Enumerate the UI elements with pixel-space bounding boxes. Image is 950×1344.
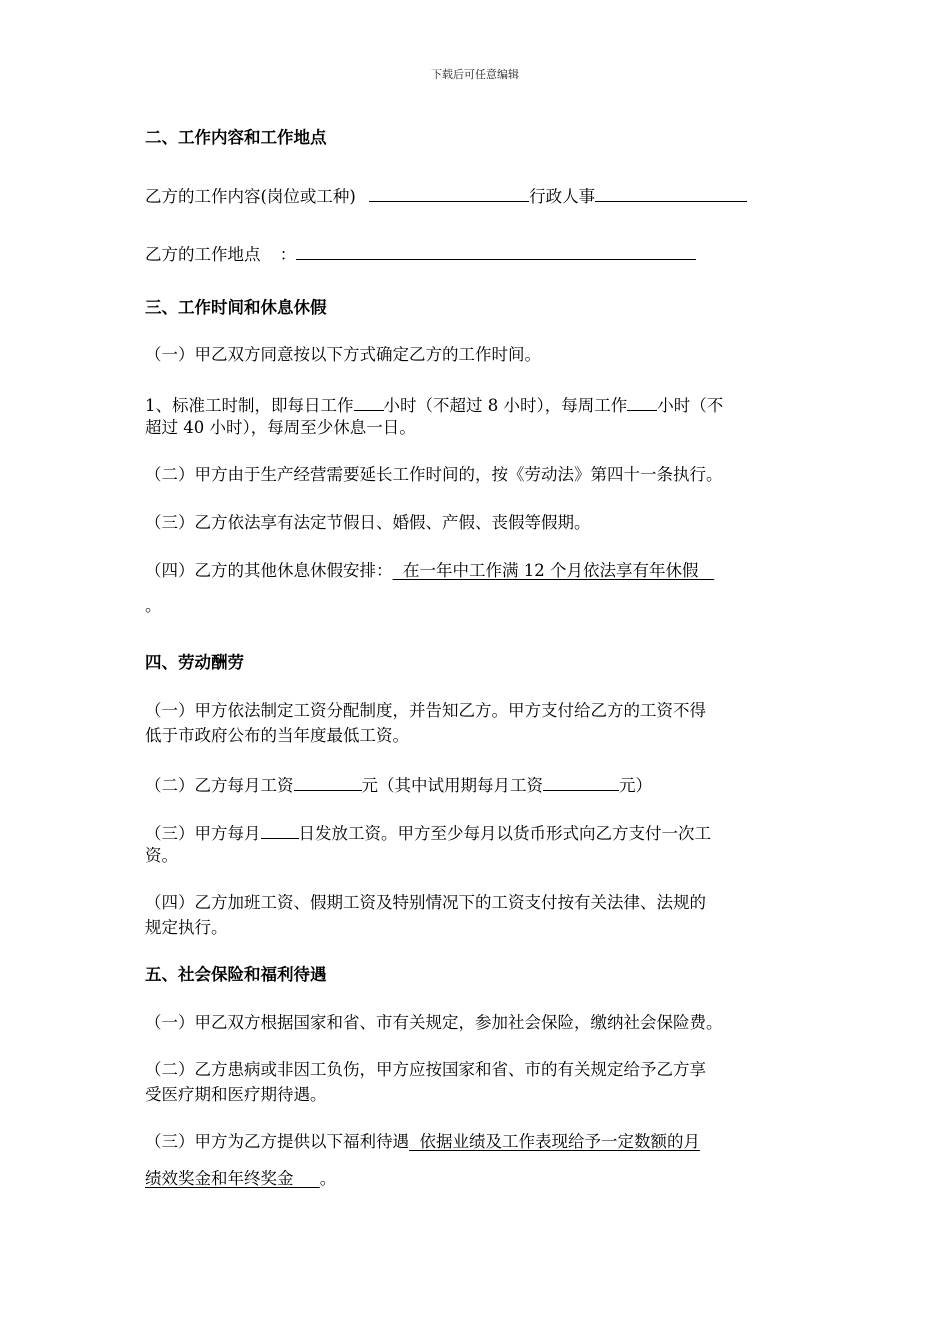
other-leave-label: （四）乙方的其他休息休假安排： <box>145 561 393 580</box>
sec3-para-4: （三）乙方依法享有法定节假日、婚假、产假、丧假等假期。 <box>145 513 591 532</box>
welfare-end: 。 <box>319 1169 337 1188</box>
sec4-para-3-line2: 资。 <box>145 846 178 865</box>
sec5-para-3 <box>145 1129 700 1154</box>
sec3-para-3: （二）甲方由于生产经营需要延长工作时间的，按《劳动法》第四十一条执行。 <box>145 465 723 484</box>
probation-salary-blank[interactable] <box>543 770 619 791</box>
monthly-salary-blank[interactable] <box>294 770 362 791</box>
section-4-title: 四、劳动酬劳 <box>145 653 244 672</box>
sec3-para-2-a: 1、标准工时制，即每日工作 <box>145 396 354 415</box>
sec4-para-2-a: （二）乙方每月工资 <box>145 776 294 795</box>
sec4-para-2-c: 元） <box>619 776 652 795</box>
work-location-colon: ： <box>279 245 297 264</box>
welfare-value-line1: 依据业绩及工作表现给予一定数额的月 <box>409 1132 700 1151</box>
sec5-para-3-line2 <box>145 1166 336 1191</box>
work-location-label: 乙方的工作地点 <box>145 245 261 264</box>
sec4-para-4-line1: （四）乙方加班工资、假期工资及特别情况下的工资支付按有关法律、法规的 <box>145 893 706 912</box>
sec4-para-3-b: 日发放工资。甲方至少每月以货币形式向乙方支付一次工 <box>298 824 711 843</box>
daily-hours-blank[interactable] <box>354 390 384 411</box>
work-content-line <box>145 181 747 209</box>
sec4-para-3-a: （三）甲方每月 <box>145 824 261 843</box>
sec4-para-4-line2: 规定执行。 <box>145 918 228 937</box>
other-leave-value: 在一年中工作满 12 个月依法享有年休假 <box>392 561 715 580</box>
pay-day-blank[interactable] <box>261 818 299 839</box>
sec4-para-1-line2: 低于市政府公布的当年度最低工资。 <box>145 726 409 745</box>
work-content-value: 行政人事 <box>529 187 596 206</box>
sec4-para-2 <box>145 770 652 798</box>
welfare-value-line2: 绩效奖金和年终奖金 <box>145 1169 320 1188</box>
section-5-title: 五、社会保险和福利待遇 <box>145 965 327 984</box>
sec3-para-2 <box>145 390 723 418</box>
work-content-blank-after[interactable] <box>595 181 747 202</box>
sec5-para-1: （一）甲乙双方根据国家和省、市有关规定，参加社会保险，缴纳社会保险费。 <box>145 1013 723 1032</box>
welfare-label: （三）甲方为乙方提供以下福利待遇 <box>145 1132 409 1151</box>
work-location-line <box>145 239 696 267</box>
section-2-title: 二、工作内容和工作地点 <box>145 128 327 147</box>
section-3-title: 三、工作时间和休息休假 <box>145 298 327 317</box>
work-content-label: 乙方的工作内容(岗位或工种) <box>145 187 356 206</box>
sec3-para-5-end: 。 <box>145 596 162 615</box>
sec3-para-2-c: 小时（不 <box>657 396 724 415</box>
page-header: 下载后可任意编辑 <box>431 68 519 81</box>
sec5-para-2-line2: 受医疗期和医疗期待遇。 <box>145 1085 327 1104</box>
work-content-blank-before[interactable] <box>369 181 529 202</box>
sec4-para-1-line1: （一）甲方依法制定工资分配制度，并告知乙方。甲方支付给乙方的工资不得 <box>145 701 706 720</box>
sec3-para-1: （一）甲乙双方同意按以下方式确定乙方的工作时间。 <box>145 345 541 364</box>
work-location-blank[interactable] <box>296 239 696 260</box>
sec4-para-3 <box>145 818 711 846</box>
sec4-para-2-b: 元（其中试用期每月工资 <box>361 776 543 795</box>
weekly-hours-blank[interactable] <box>627 390 657 411</box>
sec3-para-5 <box>145 558 714 583</box>
sec3-para-2-b: 小时（不超过 8 小时），每周工作 <box>383 396 628 415</box>
sec5-para-2-line1: （二）乙方患病或非因工负伤，甲方应按国家和省、市的有关规定给予乙方享 <box>145 1060 706 1079</box>
sec3-para-2-line2: 超过 40 小时），每周至少休息一日。 <box>145 418 416 437</box>
